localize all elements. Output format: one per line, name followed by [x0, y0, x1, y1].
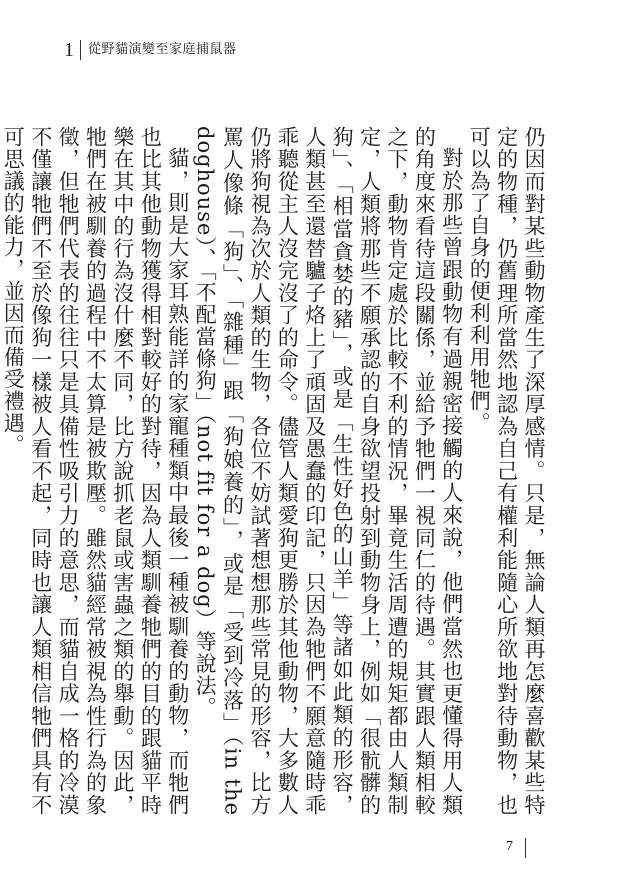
- paragraph-human-animal-relations: 對於那些曾跟動物有過親密接觸的人來說，他們當然也更懂得用人類的角度來看待這段關係，並給予牠們一視同仁的待遇。其實跟人類相較之下，動物肯定處於比較不利的情況，畢竟生活周遭的規矩都由人類制定，人類將那些不願承認的自身欲望投射到動物身上，例如「很骯髒的狗」、「相當貪婪的豬」，或是「生性好色的山羊」等諸如此類的形容，人類甚至還替驢子烙上了頑固及愚蠢的印記，只因為牠們不願意隨時乖乖聽從主人沒完沒了的命令。儘管人類愛狗更勝於其他動物，大多數人仍將狗視為次於人類的生物，各位不妨試著想想那些常見的形容，比方罵人像條「狗」、「雜種」跟「狗娘養的」，或是「受到冷落」（in the doghouse）、「不配當條狗」（not fit for a dog）等說法。: [193, 126, 464, 816]
- header-divider: [80, 40, 81, 60]
- header-book-title: 從野貓演變至家庭捕鼠器: [88, 42, 237, 57]
- paragraph-cats: 貓，則是大家耳熟能詳的家寵種類中最後一種被馴養的動物，而牠們也比其他動物獲得相對較好的對待，因為人類馴養牠們的目的跟貓平時樂在其中的行為沒什麼不同，比方說抓老鼠或害蟲之類的舉動。因此，牠們在被馴養的過程中不太算是被欺壓。雖然貓經常被視為性行為的象徵，但牠們代表的往往只是具備性吸引力的意思，而貓自成一格的冷漠不僅讓牠們不至於像狗一樣被人看不起，同時也讓人類相信牠們具有不可思議的能力，並因而備受禮遇。: [1, 126, 190, 816]
- footer-divider: [525, 838, 526, 858]
- header-page-number: 1: [64, 39, 74, 61]
- footer-page-number: 7: [506, 839, 513, 854]
- vertical-body-text: [1, 126, 547, 816]
- paragraph-continuation: 仍因而對某些動物產生了深厚感情。只是，無論人類再怎麼喜歡某些特定的物種，仍舊理所當然地認為自己有權利能隨心所欲地對待動物，也可以為了自身的便利利用牠們。: [467, 126, 546, 816]
